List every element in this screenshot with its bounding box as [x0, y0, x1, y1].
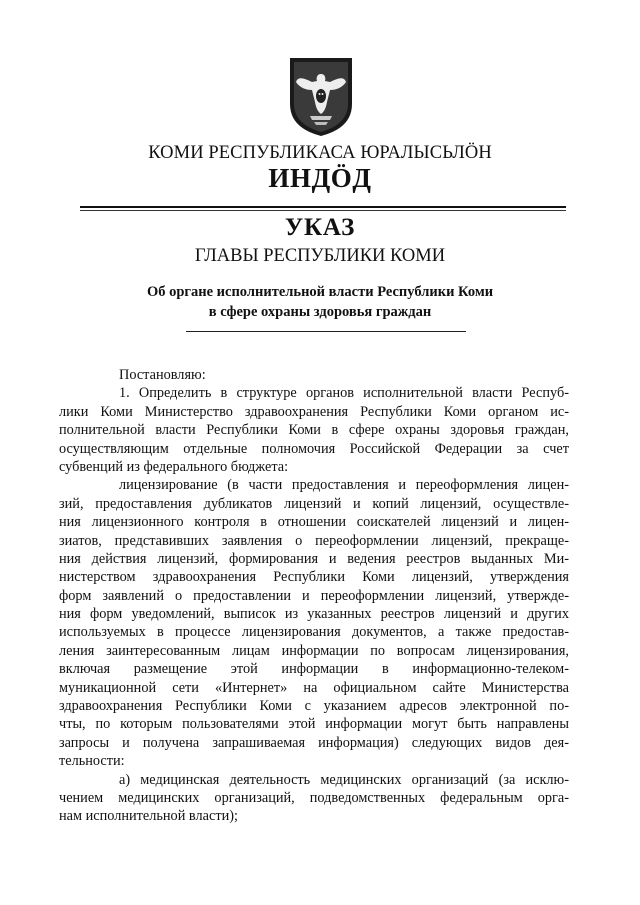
body-line: используемых в процессе лицензирования документов, а также предостав- — [59, 624, 569, 641]
body-line: субвенций из федерального бюджета: — [59, 458, 289, 475]
issuer-title: ГЛАВЫ РЕСПУБЛИКИ КОМИ — [194, 246, 446, 266]
body-line: тельности: — [59, 753, 125, 770]
body-line: Постановляю: — [119, 367, 206, 383]
body-line: муникационной сети «Интернет» на официальном сайте Министерства — [59, 679, 569, 696]
header-divider — [80, 206, 566, 208]
body-line: а) медицинская деятельность медицинских организаций (за исклю- — [119, 771, 569, 788]
subject-line-1: Об органе исполнительной власти Республики Коми — [146, 284, 494, 300]
body-line: 1. Определить в структуре органов исполнительной власти Респуб- — [119, 385, 569, 402]
body-line: осуществляющим отдельные полномочия Российской Федерации за счет — [59, 440, 569, 457]
body-line: нистерством здравоохранения Республики Коми лицензий, утверждения — [59, 569, 569, 586]
decree-body — [59, 366, 569, 826]
organization-name: КОМИ РЕСПУБЛИКАСА ЮРАЛЫСЬЛÖН — [148, 143, 492, 163]
body-line: ния форм уведомлений, выписок из указанных реестров лицензий и других — [59, 606, 569, 623]
subject-underline — [186, 331, 466, 332]
body-line: нам исполнительной власти); — [59, 808, 238, 825]
document-type-komi: ИНДÖД — [268, 163, 372, 193]
body-line: ния лицензионного контроля в отношении соискателей лицензий и лицен- — [59, 514, 569, 531]
body-line: здравоохранения Республики Коми с указанием адресов электронной по- — [59, 698, 569, 715]
body-line: лики Коми Министерство здравоохранения Республики Коми органом ис- — [59, 403, 569, 420]
body-line: полнительной власти Республики Коми в сфере охраны здоровья граждан, — [59, 422, 569, 439]
body-line: запросы и получена запрашиваемая информация) следующих видов дея- — [59, 734, 569, 751]
header-divider-thin — [80, 210, 566, 211]
body-line: зиатов, представивших заявления о переоформлении лицензий, прекраще- — [59, 532, 569, 549]
body-line: лицензирование (в части предоставления и переоформления лицен- — [119, 477, 569, 494]
body-line: чты, по которым пользователями этой информации могут быть направлены — [59, 716, 569, 733]
subject-line-2: в сфере охраны здоровья граждан — [208, 304, 432, 320]
body-line: ния действия лицензий, формирования и ведения реестров выданных Ми- — [59, 550, 569, 567]
komi-coat-of-arms-emblem — [286, 52, 356, 138]
body-line: ления заинтересованным лицам информации по вопросам лицензирования, — [59, 642, 569, 659]
body-line: зий, предоставления дубликатов лицензий и копий лицензий, осуществле- — [59, 495, 569, 512]
body-line: чением медицинских организаций, подведомственных федеральным орга- — [59, 789, 569, 806]
body-line: форм заявлений о предоставлении и переоформлении лицензий, утвержде- — [59, 587, 569, 604]
coat-of-arms-icon — [286, 52, 356, 138]
body-line: включая размещение этой информации в информационно-телеком- — [59, 661, 569, 678]
document-type-title: УКАЗ — [284, 214, 356, 241]
decree-subject — [0, 282, 640, 322]
